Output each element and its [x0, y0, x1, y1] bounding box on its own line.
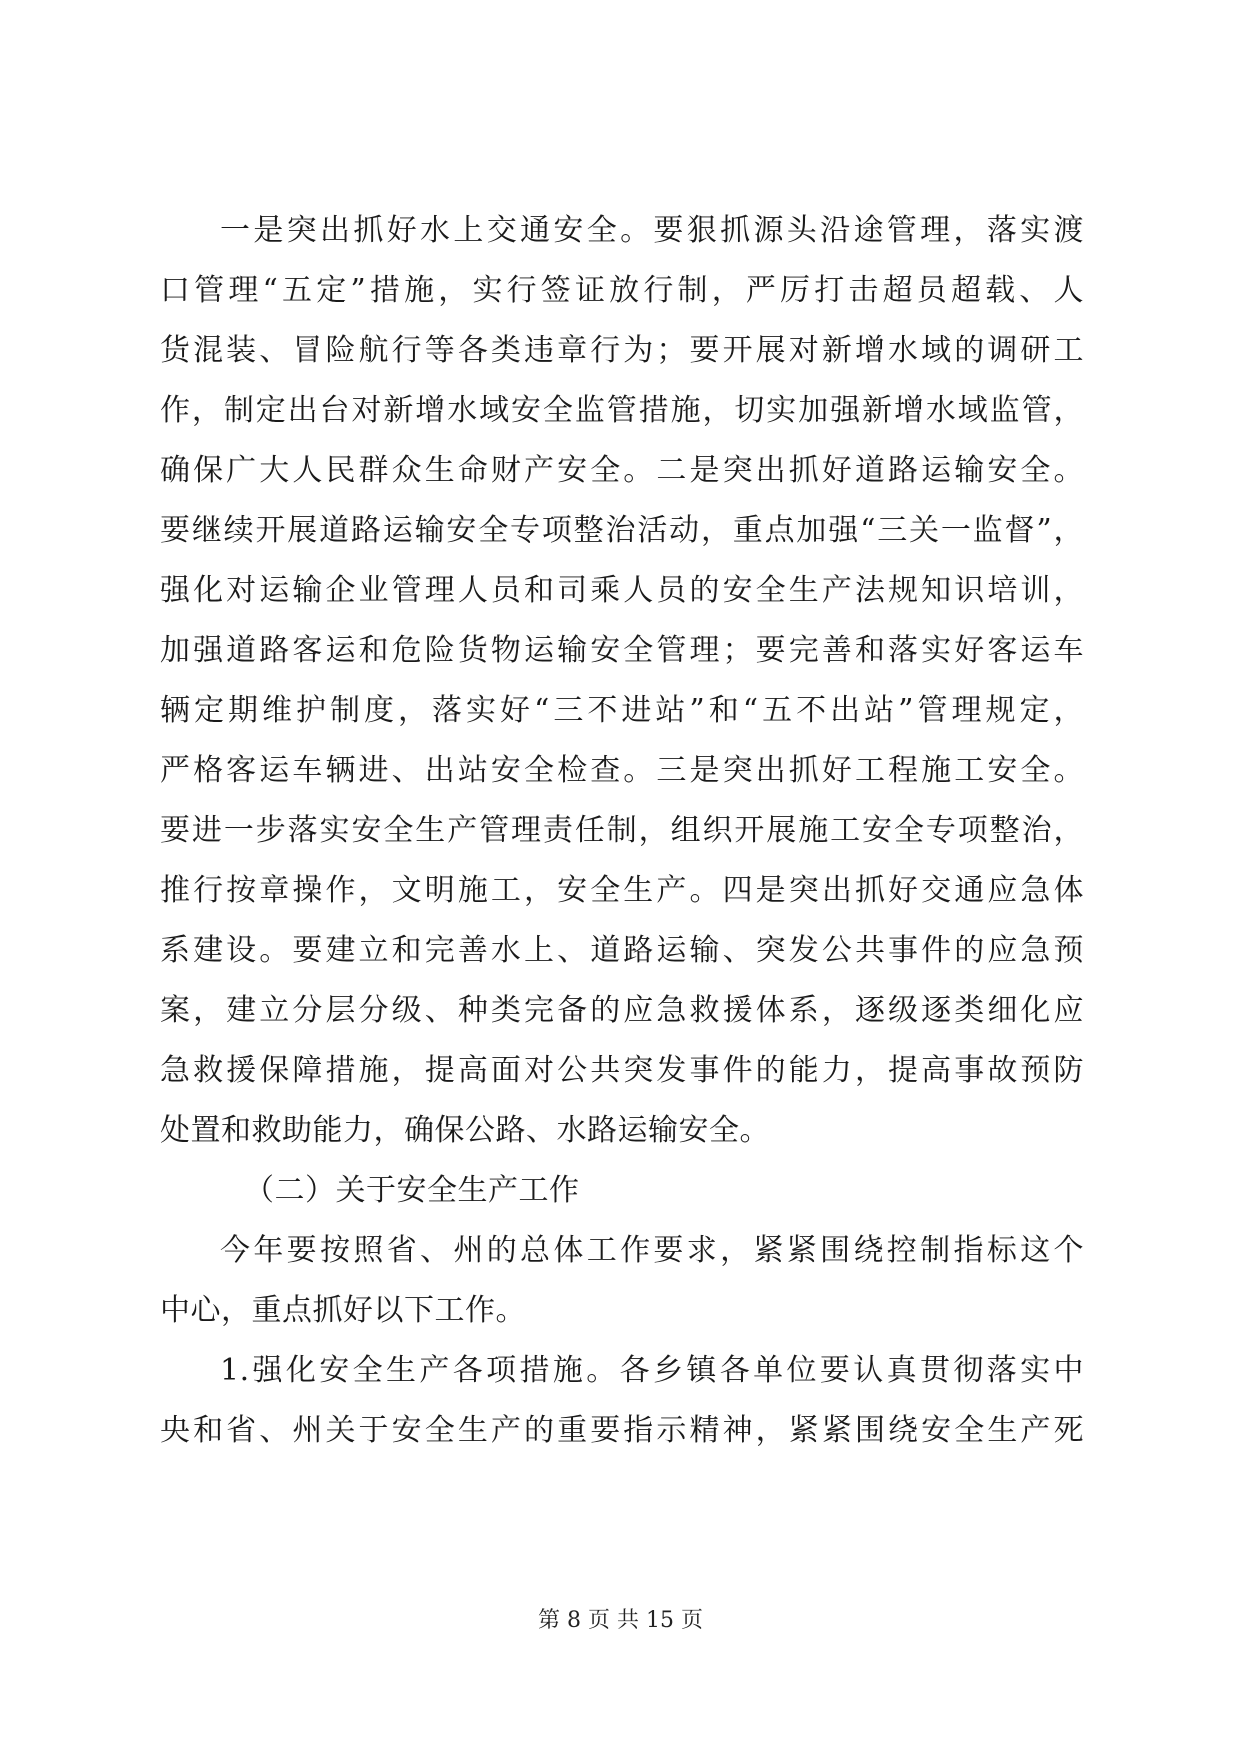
paragraph-line: 1.强化安全生产各项措施。各乡镇各单位要认真贯彻落实中: [220, 1353, 1084, 1388]
paragraph-line: 口管理“五定”措施，实行签证放行制，严厉打击超员超载、人: [160, 273, 1084, 308]
paragraph-line: 作，制定出台对新增水域安全监管措施，切实加强新增水域监管，: [160, 393, 1084, 428]
paragraph-line: 一是突出抓好水上交通安全。要狠抓源头沿途管理，落实渡: [220, 213, 1084, 248]
paragraph-line: 央和省、州关于安全生产的重要指示精神，紧紧围绕安全生产死: [160, 1413, 1084, 1448]
paragraph-line: 今年要按照省、州的总体工作要求，紧紧围绕控制指标这个: [220, 1233, 1084, 1268]
paragraph-line: 强化对运输企业管理人员和司乘人员的安全生产法规知识培训，: [160, 573, 1084, 608]
section-heading: （二）关于安全生产工作: [244, 1173, 580, 1208]
paragraph-line: 要进一步落实安全生产管理责任制，组织开展施工安全专项整治，: [160, 813, 1084, 848]
paragraph-line: 要继续开展道路运输安全专项整治活动，重点加强“三关一监督”，: [160, 513, 1084, 548]
page-number-footer: 第 8 页 共 15 页: [538, 1608, 703, 1633]
paragraph-line: 严格客运车辆进、出站安全检查。三是突出抓好工程施工安全。: [160, 753, 1084, 788]
paragraph-line: 处置和救助能力，确保公路、水路运输安全。: [160, 1113, 770, 1148]
paragraph-line: 系建设。要建立和完善水上、道路运输、突发公共事件的应急预: [160, 933, 1084, 968]
paragraph-line: 辆定期维护制度，落实好“三不进站”和“五不出站”管理规定，: [160, 693, 1084, 728]
paragraph-line: 案，建立分层分级、种类完备的应急救援体系，逐级逐类细化应: [160, 993, 1084, 1028]
paragraph-line: 确保广大人民群众生命财产安全。二是突出抓好道路运输安全。: [160, 453, 1084, 488]
paragraph-line: 急救援保障措施，提高面对公共突发事件的能力，提高事故预防: [160, 1053, 1084, 1088]
paragraph-line: 加强道路客运和危险货物运输安全管理；要完善和落实好客运车: [160, 633, 1084, 668]
paragraph-line: 货混装、冒险航行等各类违章行为；要开展对新增水域的调研工: [160, 333, 1084, 368]
paragraph-line: 中心，重点抓好以下工作。: [160, 1293, 526, 1328]
paragraph-line: 推行按章操作，文明施工，安全生产。四是突出抓好交通应急体: [160, 873, 1084, 908]
